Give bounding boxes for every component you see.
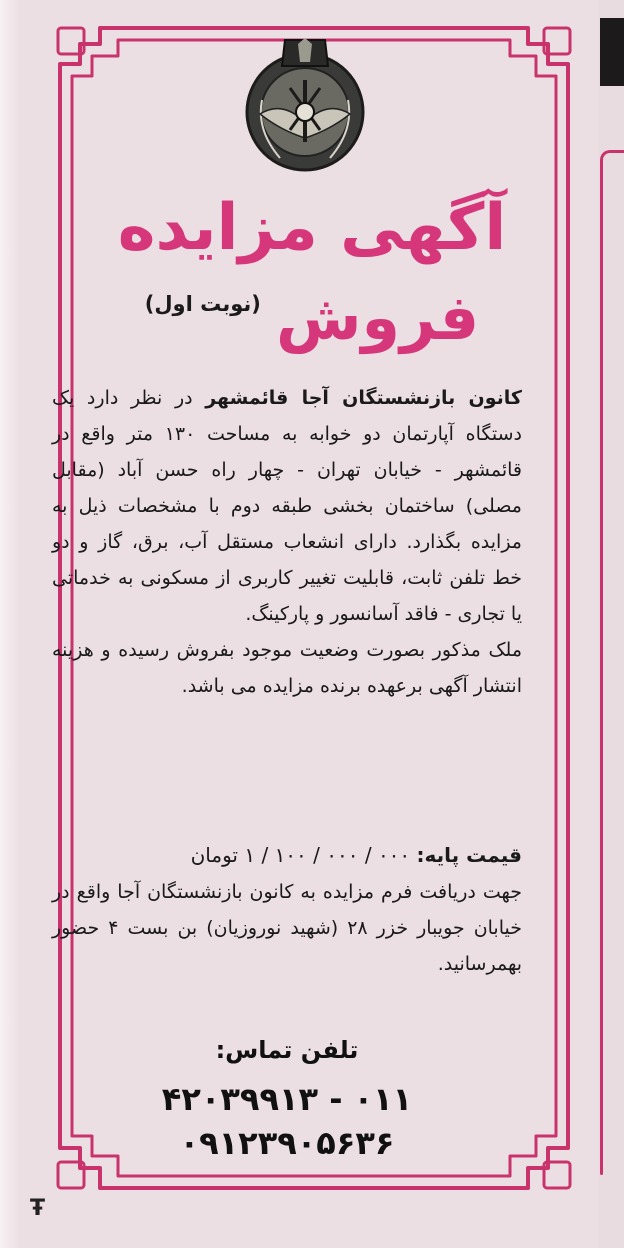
base-price [52,838,522,872]
price-value: ۰۰۰ / ۰۰۰ / ۱۰۰ / ۱ تومان [190,843,411,867]
price-label: قیمت پایه: [416,843,522,867]
phone-mobile: ۰۹۱۲۳۹۰۵۶۳۶ [179,1124,395,1162]
army-emblem-icon [240,30,370,180]
ad-title-auction: آگهی مزایده [117,191,507,265]
ad-body-main [52,380,522,704]
footer-mark: Ŧ [30,1196,46,1221]
body-intro-text: در نظر دارد یک دستگاه آپارتمان دو خوابه به مساحت ۱۳۰ متر واقع در قائمشهر - خیابان تهران - چهار راه حسن آباد (مقابل مصلی) ساختمان بخشی طبقه دوم با مشخصات ذیل به مزایده بگذارد. دارای انشعاب مستقل آب، برق، گاز و دو خط تلفن ثابت، قابلیت تغییر کاربری از مسکونی به خدماتی یا تجاری - فاقد آسانسور و پارکینگ. [52,387,522,625]
phone-landline: ۰۱۱ - ۴۲۰۳۹۹۱۳ [161,1080,413,1118]
body-condition-text: ملک مذکور بصورت وضعیت موجود بفروش رسیده و هزینه انتشار آگهی برعهده برنده مزایده می باشد. [52,639,522,697]
org-name: کانون بازنشستگان آجا قائمشهر [205,387,522,409]
contact-label: تلفن تماس: [215,1036,359,1064]
title-row [40,278,584,368]
turn-label: (نوبت اول) [144,292,261,316]
body-form-text: جهت دریافت فرم مزایده به کانون بازنشستگان آجا واقع در خیابان جویبار خزر ۲۸ (شهید نوروزیان) بن بست ۴ حضور بهمرسانید. [52,881,522,975]
body-intro-paragraph [52,380,522,632]
ad-title-sale: فروش [275,281,480,354]
